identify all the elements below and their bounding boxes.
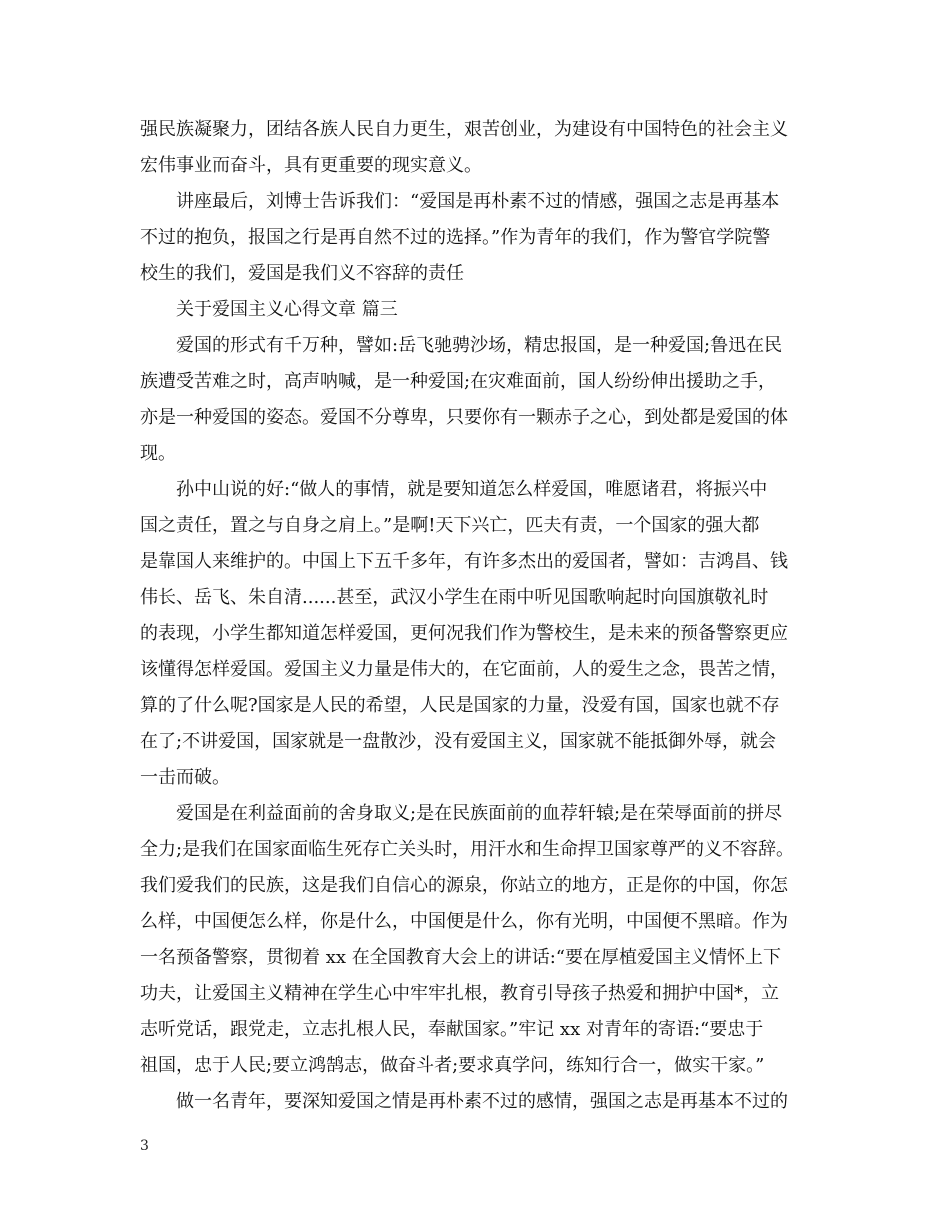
paragraph-start-line: 爱国的形式有千万种，譬如:岳飞驰骋沙场，精忠报国，是一种爱国;鲁迅在民 — [176, 335, 783, 356]
text-line: 是靠国人来维护的。中国上下五千多年，有许多杰出的爱国者，譬如：吉鸿昌、钱 — [140, 551, 788, 572]
text-line: 校生的我们，爱国是我们义不容辞的责任 — [140, 263, 464, 284]
text-line: 亦是一种爱国的姿态。爱国不分尊卑，只要你有一颗赤子之心，到处都是爱国的体 — [140, 407, 788, 428]
text-line: 功夫，让爱国主义精神在学生心中牢牢扎根，教育引导孩子热爱和拥护中国*，立 — [140, 983, 779, 1004]
text-line: 强民族凝聚力，团结各族人民自力更生，艰苦创业，为建设有中国特色的社会主义 — [140, 119, 788, 140]
text-line: 宏伟事业而奋斗，具有更重要的现实意义。 — [140, 155, 482, 176]
text-line: 么样，中国便怎么样，你是什么，中国便是什么，你有光明，中国便不黑暗。作为 — [140, 911, 788, 932]
text-line: 伟长、岳飞、朱自清......甚至，武汉小学生在雨中听见国歌响起时向国旗敬礼时 — [140, 587, 769, 608]
page-number: 3 — [140, 1138, 149, 1154]
text-line: 不过的抱负，报国之行是再自然不过的选择。”作为青年的我们，作为警官学院警 — [140, 227, 771, 248]
text-line: 全力;是我们在国家面临生死存亡关头时，用汗水和生命捍卫国家尊严的义不容辞。 — [140, 839, 795, 860]
paragraph-start-line: 孙中山说的好:“做人的事情，就是要知道怎么样爱国，唯愿诸君，将振兴中 — [176, 479, 768, 500]
section-heading: 关于爱国主义心得文章 篇三 — [176, 299, 398, 320]
text-line: 现。 — [140, 443, 176, 464]
text-line: 一名预备警察，贯彻着 xx 在全国教育大会上的讲话:“要在厚植爱国主义情怀上下 — [140, 947, 782, 968]
text-line: 国之责任，置之与自身之肩上。”是啊!天下兴亡，匹夫有责，一个国家的强大都 — [140, 515, 760, 536]
text-line: 在了;不讲爱国，国家就是一盘散沙，没有爱国主义，国家就不能抵御外辱，就会 — [140, 731, 777, 752]
paragraph-start-line: 爱国是在利益面前的舍身取义;是在民族面前的血荐轩辕;是在荣辱面前的拼尽 — [176, 803, 783, 824]
paragraph-start-line: 讲座最后，刘博士告诉我们：“爱国是再朴素不过的情感，强国之志是再基本 — [176, 191, 780, 212]
text-line: 一击而破。 — [140, 767, 230, 788]
text-line: 的表现，小学生都知道怎样爱国，更何况我们作为警校生，是未来的预备警察更应 — [140, 623, 788, 644]
text-line: 算的了什么呢?国家是人民的希望，人民是国家的力量，没爱有国，国家也就不存 — [140, 695, 780, 716]
paragraph-start-line: 做一名青年，要深知爱国之情是再朴素不过的感情，强国之志是再基本不过的 — [176, 1091, 788, 1112]
text-line: 我们爱我们的民族，这是我们自信心的源泉，你站立的地方，正是你的中国，你怎 — [140, 875, 788, 896]
text-line: 祖国，忠于人民;要立鸿鹄志，做奋斗者;要求真学问，练知行合一，做实干家。” — [140, 1055, 765, 1076]
text-line: 该懂得怎样爱国。爱国主义力量是伟大的，在它面前，人的爱生之念，畏苦之情， — [140, 659, 788, 680]
text-line: 族遭受苦难之时，高声呐喊，是一种爱国;在灾难面前，国人纷纷伸出援助之手， — [140, 371, 777, 392]
text-line: 志听党话，跟党走，立志扎根人民，奉献国家。”牢记 xx 对青年的寄语:“要忠于 — [140, 1019, 764, 1040]
